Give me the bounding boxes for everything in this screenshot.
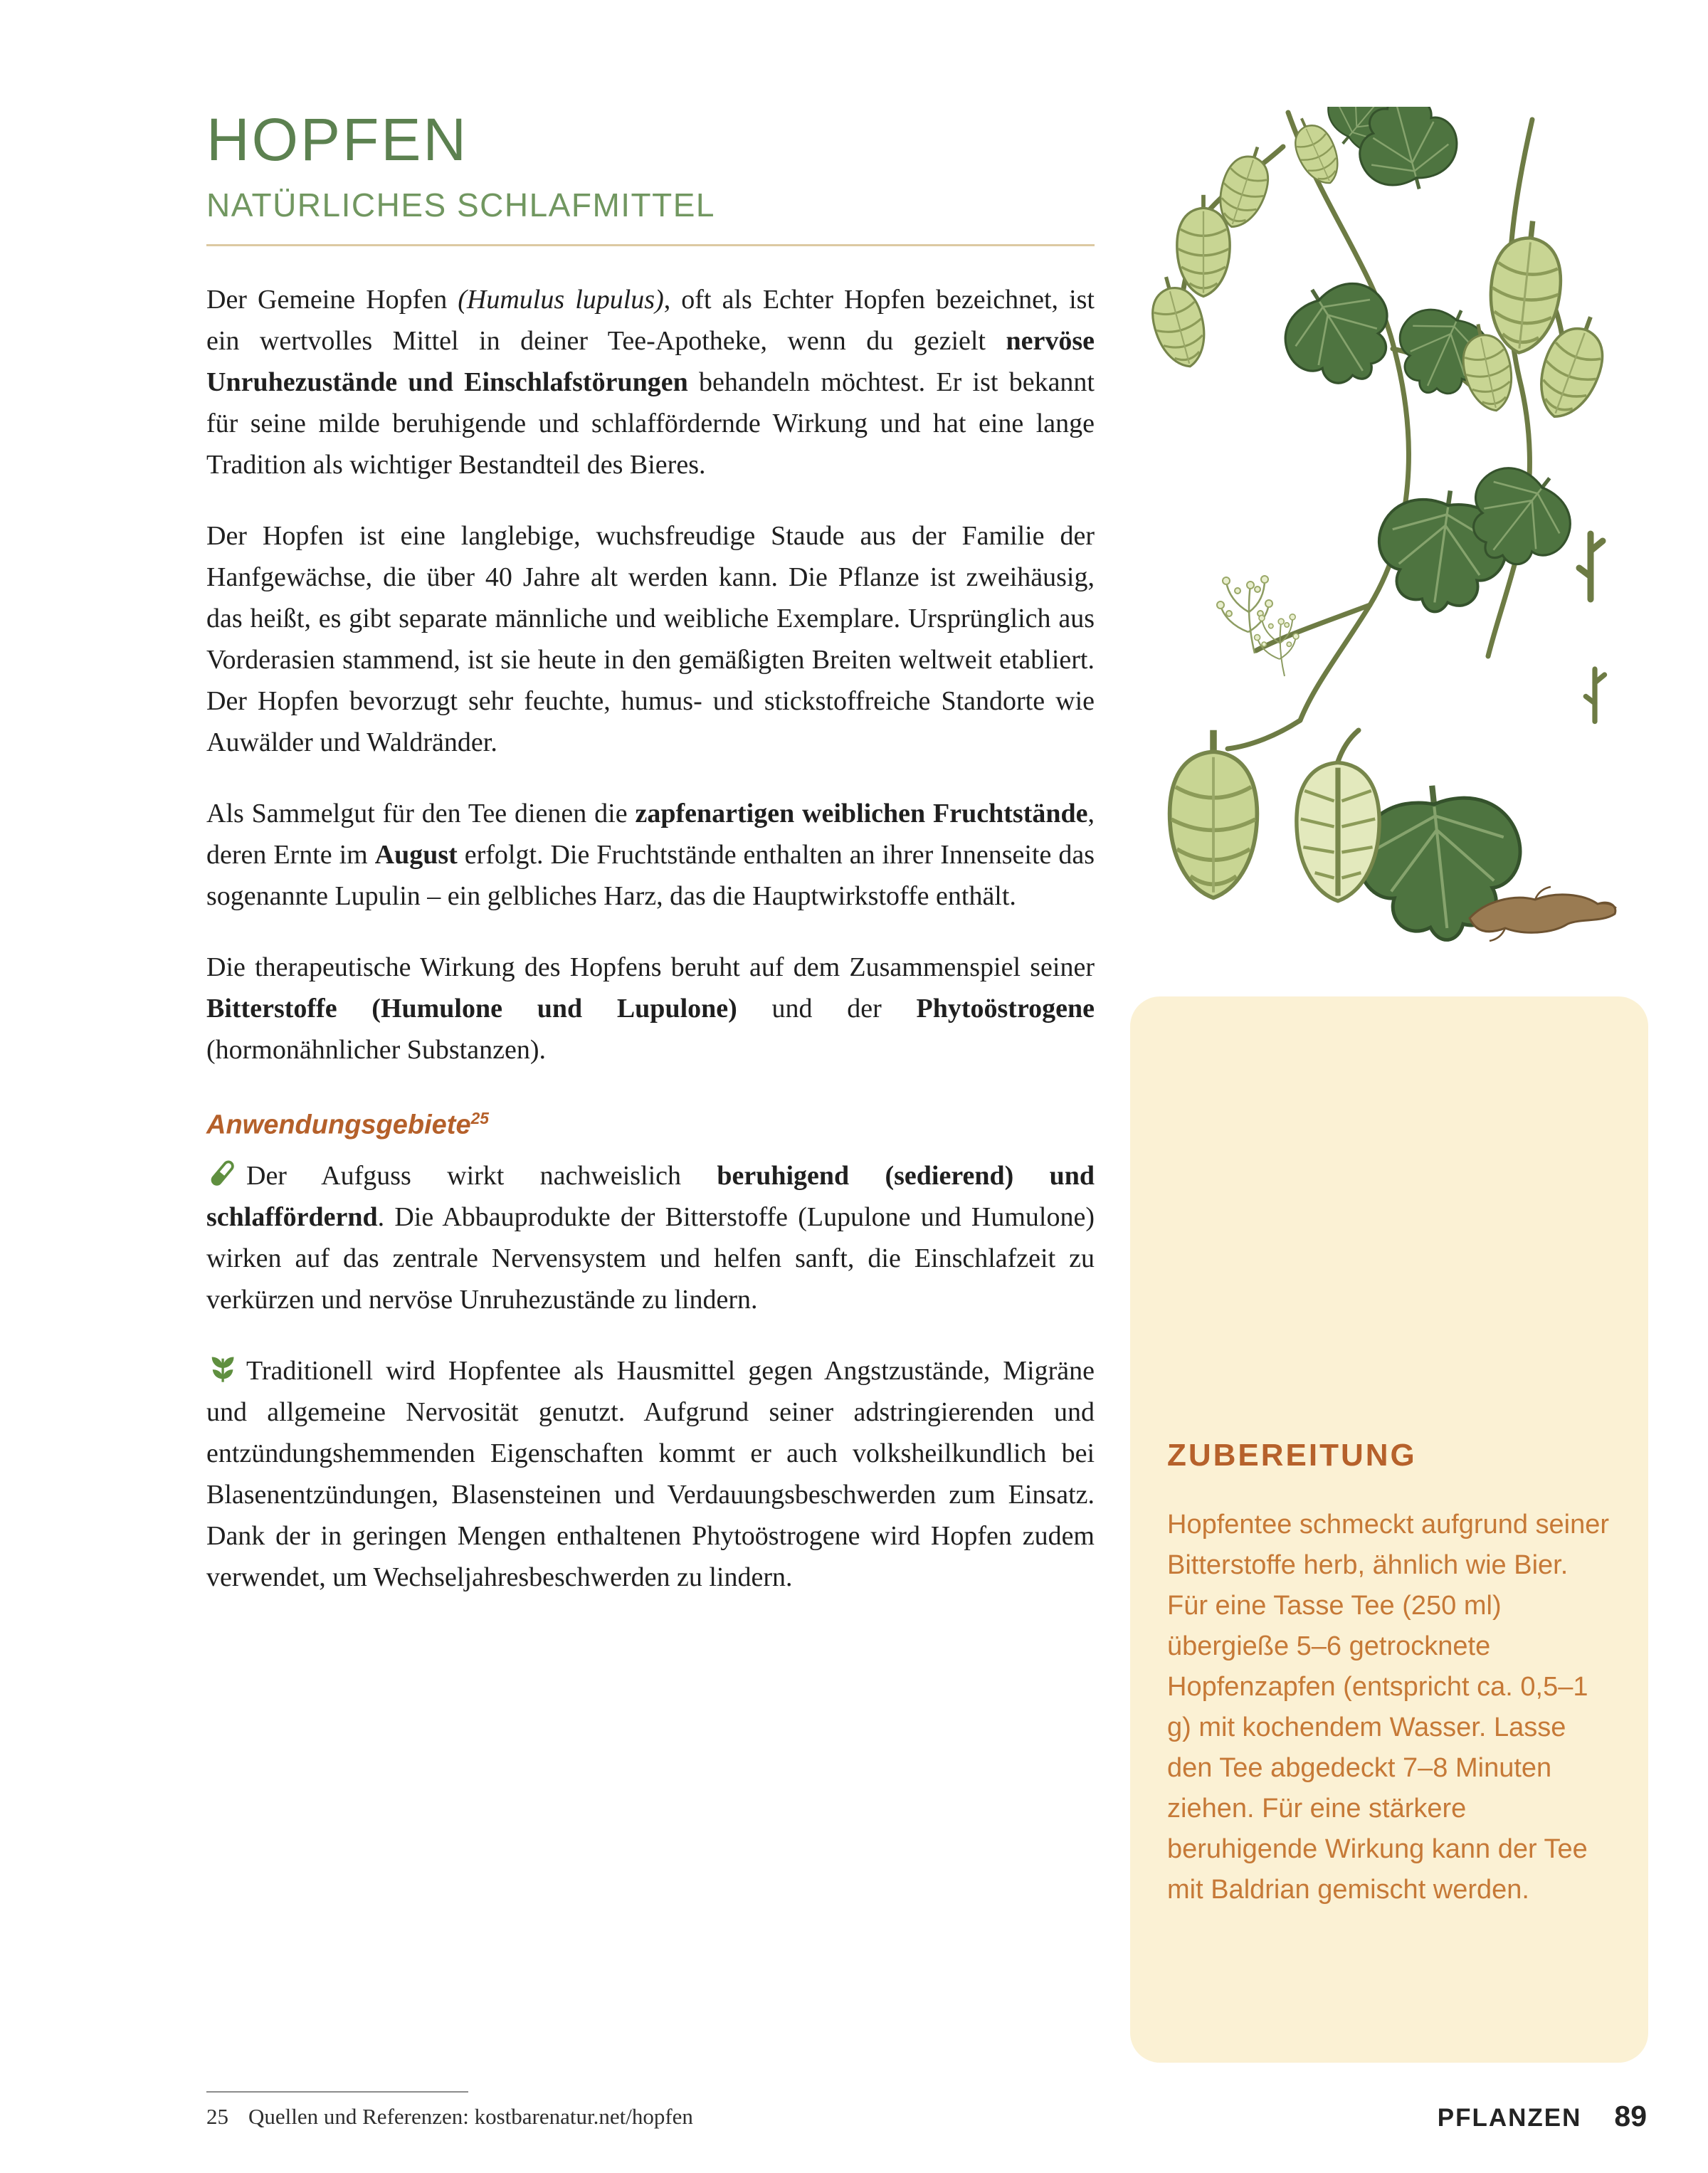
test-tube-icon [206, 1158, 238, 1189]
footnote-number: 25 [206, 2104, 228, 2129]
hop-illustration-svg [1135, 107, 1619, 968]
paragraph-botany: Der Hopfen ist eine langlebige, wuchsfreudige Staude aus der Familie der Hanfgewächse, die über 40 Jahre alt werden kann. Die Pflanze ist zweihäusig, das heißt, es gibt separate männliche und weibliche Exemplare. Ursprünglich aus Vorderasien stammend, ist sie heute in den gemäßigten Breiten weltweit etabliert. Der Hopfen bevorzugt sehr feuchte, humus- und stickstoffreiche Standorte wie Auwälder und Waldränder. [206, 521, 1095, 757]
section-heading-text: Anwendungsgebiete [206, 1110, 471, 1140]
page-title: HOPFEN [206, 106, 469, 173]
page-subtitle: NATÜRLICHES SCHLAFMITTEL [206, 186, 716, 223]
footnote-reference: 25 [470, 1109, 489, 1127]
paragraph-sedative-text: Der Aufguss wirkt nachweislich beruhigend (sedierend) und schlaffördernd. Die Abbauprodukte der Bitterstoffe (Lupulone und Humulone) wirken auf das zentrale Nervensystem und helfen sanft, die Einschlafzeit zu verkürzen und nervöse Unruhezustände zu lindern. [206, 1160, 1095, 1315]
page-number: 89 [1614, 2100, 1647, 2132]
page-footer [1438, 2100, 1647, 2133]
zubereitung-box [1130, 996, 1648, 2063]
footnote [206, 2104, 693, 2130]
header-divider [206, 244, 1095, 246]
paragraph-sedative-effect [206, 1155, 1095, 1320]
recipe-box-heading: ZUBEREITUNG [1167, 1438, 1417, 1473]
hop-plant-illustration [1135, 107, 1619, 968]
paragraph-active-compounds: Die therapeutische Wirkung des Hopfens beruht auf dem Zusammenspiel seiner Bitterstoffe (Humulone und Lupulone) und der Phytoöstrogene (hormonähnlicher Substanzen). [206, 952, 1095, 1065]
paragraph-intro: Der Gemeine Hopfen (Humulus lupulus), oft als Echter Hopfen bezeichnet, ist ein wertvolles Mittel in deiner Tee-Apotheke, wenn du gezielt nervöse Unruhezustände und Einschlafstörungen behandeln möchtest. Er ist bekannt für seine milde beruhigende und schlaffördernde Wirkung und hat eine lange Tradition als wichtiger Bestandteil des Bieres. [206, 285, 1095, 480]
herb-leaves-icon [206, 1353, 238, 1384]
recipe-box-text: Hopfentee schmeckt aufgrund seiner Bitterstoffe herb, ähnlich wie Bier. Für eine Tasse Tee (250 ml) übergieße 5–6 getrocknete Hopfenzapfen (entspricht ca. 0,5–1 g) mit kochendem Wasser. Lasse den Tee abgedeckt 7–8 Minuten ziehen. Für eine stärkere beruhigende Wirkung kann der Tee mit Baldrian gemischt werden. [1167, 1510, 1610, 1905]
section-heading-anwendungsgebiete [206, 1109, 1095, 1141]
chapter-label: PFLANZEN [1437, 2104, 1582, 2132]
footnote-text: Quellen und Referenzen: kostbarenatur.net/hopfen [248, 2104, 693, 2129]
article-column [206, 105, 1095, 1628]
paragraph-traditional-text: Traditionell wird Hopfentee als Hausmittel gegen Angstzustände, Migräne und allgemeine Nervosität genutzt. Aufgrund seiner adstringierenden und entzündungshemmenden Eigenschaften kommt er auch volksheilkundlich bei Blasenentzündungen, Blasensteinen und Verdauungsbeschwerden zum Einsatz. Dank der in geringen Mengen enthaltenen Phytoöstrogene wird Hopfen zudem verwendet, um Wechseljahresbeschwerden zu lindern. [206, 1355, 1095, 1592]
footnote-divider [206, 2091, 468, 2093]
hop-flower-sprays [1217, 576, 1299, 676]
paragraph-harvest: Als Sammelgut für den Tee dienen die zapfenartigen weiblichen Fruchtstände, deren Ernte im August erfolgt. Die Fruchtstände enthalten an ihrer Innenseite das sogenannte Lupulin – ein gelbliches Harz, das die Hauptwirkstoffe enthält. [206, 799, 1095, 911]
paragraph-traditional-use [206, 1350, 1095, 1598]
hop-stem-cuttings [1579, 534, 1605, 722]
